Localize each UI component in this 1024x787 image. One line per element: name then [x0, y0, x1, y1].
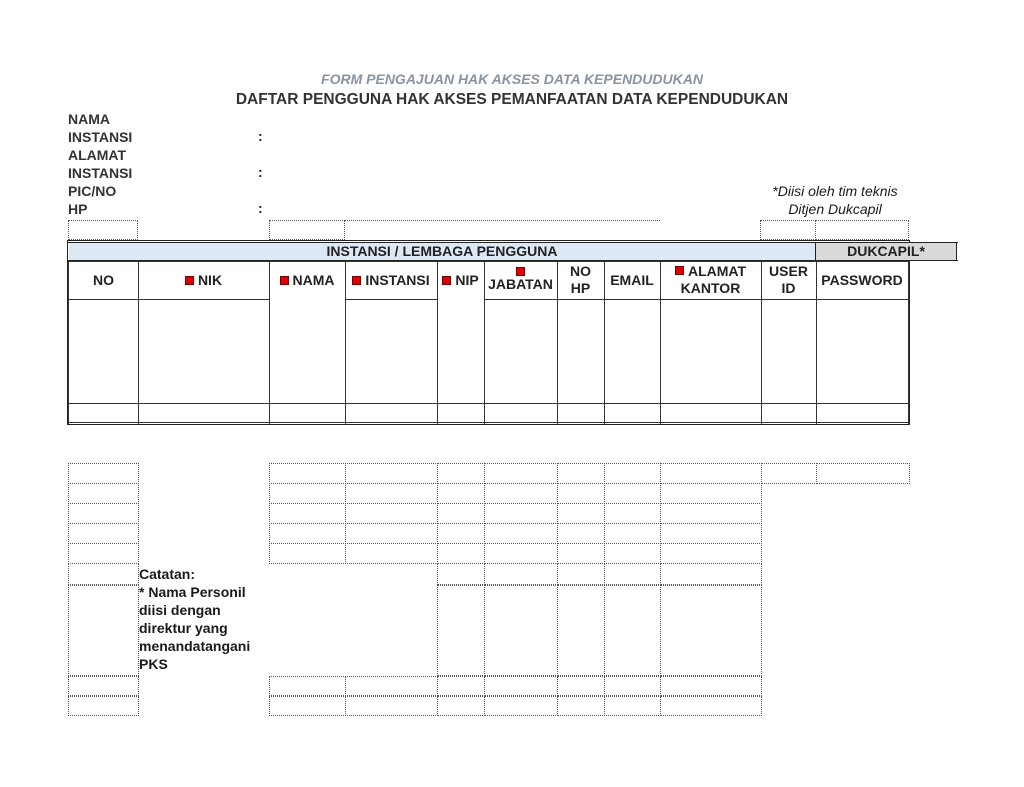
table-row-line	[68, 299, 138, 300]
dotted-cell	[660, 696, 762, 716]
dotted-cell	[68, 563, 139, 585]
dotted-cell	[345, 523, 438, 544]
dotted-cell	[484, 563, 558, 585]
tech-team-note: *Diisi oleh tim teknis Ditjen Dukcapil	[772, 183, 898, 217]
required-marker-icon	[352, 276, 361, 285]
table-row-line	[138, 299, 269, 300]
table-row-line	[68, 422, 908, 423]
column-header-nik: NIK	[138, 262, 269, 298]
dotted-cell	[557, 523, 605, 544]
dotted-cell	[269, 483, 346, 504]
dotted-cell	[604, 483, 661, 504]
dotted-cell	[660, 676, 762, 696]
required-marker-icon	[280, 276, 289, 285]
dotted-cell	[437, 543, 485, 564]
table-row-line	[68, 261, 908, 262]
dotted-cell	[269, 463, 346, 484]
field-alamat-instansi-label: ALAMAT INSTANSI	[68, 147, 133, 181]
dotted-cell	[484, 676, 558, 696]
column-header-email: EMAIL	[610, 271, 654, 288]
dotted-cell	[437, 563, 485, 585]
top-cell-nama	[269, 220, 345, 240]
form-subtitle: FORM PENGAJUAN HAK AKSES DATA KEPENDUDUKAN	[321, 71, 703, 87]
dotted-cell	[484, 523, 558, 544]
dotted-cell	[269, 523, 346, 544]
dotted-cell	[557, 543, 605, 564]
field-pic-hp-colon: :	[258, 200, 263, 216]
table-row-line	[604, 299, 660, 300]
table-column-line	[908, 261, 909, 424]
dotted-cell	[660, 543, 762, 564]
required-marker-icon	[442, 276, 451, 285]
dotted-cell	[345, 676, 438, 696]
required-marker-icon	[516, 267, 525, 276]
dotted-cell	[437, 696, 485, 716]
group-header-dukcapil: DUKCAPIL*	[815, 243, 957, 260]
required-marker-icon	[185, 276, 194, 285]
dotted-cell	[269, 503, 346, 524]
dotted-cell	[604, 503, 661, 524]
dotted-cell	[660, 483, 762, 504]
dotted-cell	[660, 563, 762, 585]
dotted-cell	[484, 463, 558, 484]
dotted-cell	[557, 676, 605, 696]
table-column-line	[138, 261, 139, 424]
table-column-line	[437, 261, 438, 424]
dotted-cell	[660, 585, 762, 676]
table-column-line	[604, 261, 605, 424]
dotted-cell	[660, 523, 762, 544]
column-header-nip: NIP	[437, 262, 484, 298]
table-column-line	[269, 261, 270, 424]
column-header-nama: NAMA	[269, 262, 345, 298]
field-nama-instansi-colon: :	[258, 128, 263, 144]
dotted-cell	[437, 523, 485, 544]
dotted-cell	[68, 523, 139, 544]
dotted-cell	[437, 463, 485, 484]
dotted-cell	[604, 696, 661, 716]
dotted-cell	[345, 483, 438, 504]
dotted-cell	[437, 483, 485, 504]
top-cell-password	[815, 220, 909, 240]
table-column-line	[345, 261, 346, 424]
table-column-line	[761, 261, 762, 424]
table-row-line	[761, 299, 816, 300]
dotted-cell	[269, 676, 346, 696]
column-header-jabatan: JABATAN	[484, 262, 557, 298]
table-row-line	[557, 299, 604, 300]
column-header-alamat-kantor: ALAMAT KANTOR	[660, 262, 761, 298]
group-header-instansi: INSTANSI / LEMBAGA PENGGUNA	[69, 243, 815, 260]
required-marker-icon	[675, 266, 684, 275]
dotted-cell	[345, 463, 438, 484]
dotted-cell	[761, 463, 817, 484]
dotted-cell	[269, 543, 346, 564]
dotted-cell	[484, 483, 558, 504]
dotted-cell	[604, 543, 661, 564]
column-header-no: NO	[93, 271, 114, 288]
dotted-cell	[345, 543, 438, 564]
dotted-cell	[604, 676, 661, 696]
dotted-cell	[660, 463, 762, 484]
dotted-cell	[68, 696, 139, 716]
dotted-cell	[68, 585, 139, 676]
table-column-line	[68, 261, 69, 424]
dotted-cell	[557, 503, 605, 524]
field-pic-hp-label: PIC/NO HP	[68, 183, 117, 217]
dotted-cell	[604, 563, 661, 585]
catatan-note: Catatan: * Nama Personil diisi dengan direktur yang menandatangani PKS	[139, 566, 251, 672]
dotted-cell	[604, 523, 661, 544]
table-column-line	[557, 261, 558, 424]
dotted-cell	[557, 563, 605, 585]
dotted-cell	[484, 543, 558, 564]
top-cell-user-id	[760, 220, 816, 240]
table-row-line	[660, 299, 761, 300]
dotted-cell	[68, 543, 139, 564]
table-column-line	[816, 261, 817, 424]
dotted-cell	[660, 503, 762, 524]
column-header-instansi: INSTANSI	[345, 262, 437, 298]
column-header-password: PASSWORD	[821, 271, 903, 288]
dotted-cell	[816, 463, 910, 484]
form-title: DAFTAR PENGGUNA HAK AKSES PEMANFAATAN DATA KEPENDUDUKAN	[235, 91, 789, 108]
table-column-line	[660, 261, 661, 424]
column-header-user-id: USER ID	[769, 263, 808, 296]
field-alamat-instansi-colon: :	[258, 164, 263, 180]
dotted-cell	[437, 503, 485, 524]
dotted-cell	[557, 696, 605, 716]
dotted-cell	[68, 483, 139, 504]
table-row-line	[816, 299, 908, 300]
dotted-cell	[484, 585, 558, 676]
dotted-cell	[484, 503, 558, 524]
dotted-cell	[604, 585, 661, 676]
top-dotted-line	[345, 220, 660, 221]
table-row-line	[345, 299, 437, 300]
dotted-cell	[557, 585, 605, 676]
dotted-cell	[437, 676, 485, 696]
dotted-cell	[269, 696, 346, 716]
dotted-cell	[557, 483, 605, 504]
dotted-cell	[68, 463, 139, 484]
dotted-cell	[345, 503, 438, 524]
column-header-no-hp: NO HP	[570, 263, 591, 296]
top-cell-no	[68, 220, 138, 240]
dotted-cell	[557, 463, 605, 484]
table-column-line	[484, 261, 485, 424]
dotted-cell	[437, 585, 485, 676]
field-nama-instansi-label: NAMA INSTANSI	[68, 111, 133, 145]
dotted-cell	[68, 676, 139, 696]
dotted-cell	[484, 696, 558, 716]
dotted-cell	[604, 463, 661, 484]
table-row-line	[68, 403, 908, 404]
dotted-cell	[345, 696, 438, 716]
table-row-line	[484, 299, 557, 300]
dotted-cell	[68, 503, 139, 524]
